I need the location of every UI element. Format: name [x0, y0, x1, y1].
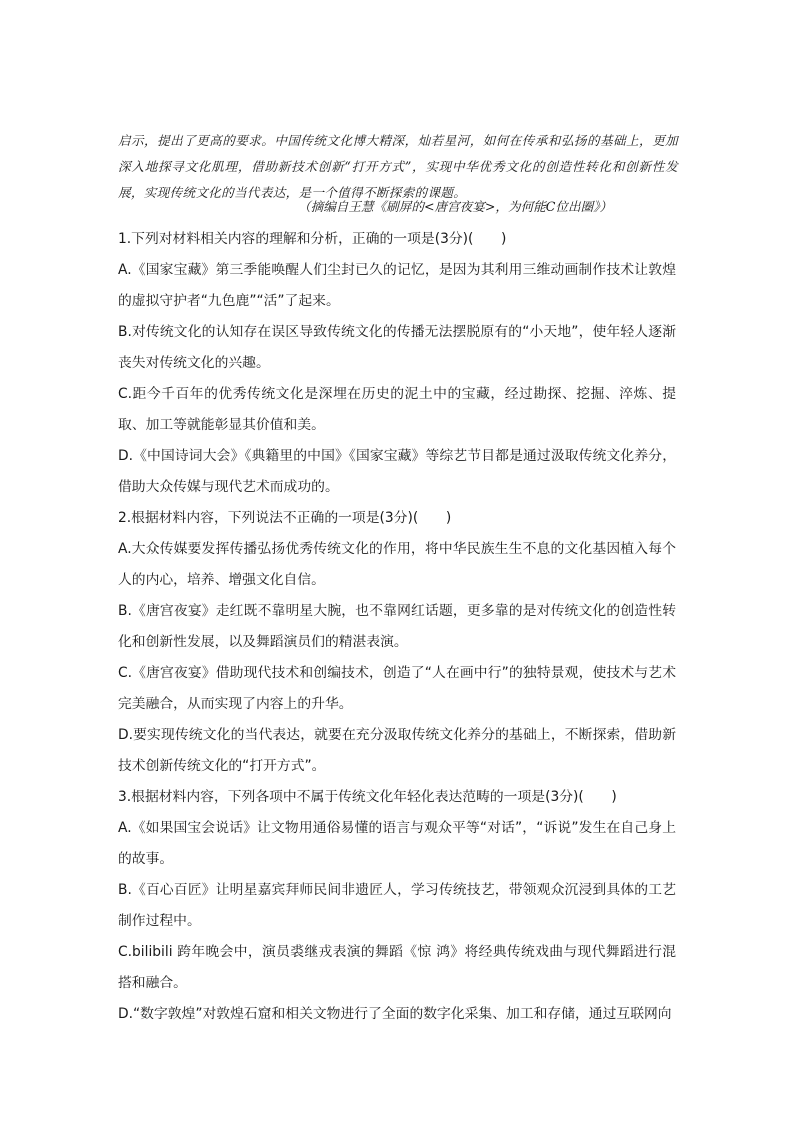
option-d: D.要实现传统文化的当代表达，就要在充分汲取传统文化养分的基础上，不断探索，借助新技术创新传统文化的“打开方式”。 [118, 727, 676, 774]
option-d: D.“数字敦煌”对敦煌石窟和相关文物进行了全面的数字化采集、加工和存储，通过互联网向 [118, 1006, 672, 1022]
question-stem: 3.根据材料内容，下列各项中不属于传统文化年轻化表达范畴的一项是(3分)( ) [118, 789, 617, 805]
option-a: A.大众传媒要发挥传播弘扬优秀传统文化的作用，将中华民族生生不息的文化基因植入每个人的内心，培养、增强文化自信。 [118, 541, 676, 588]
option-a: A.《如果国宝会说话》让文物用通俗易懂的语言与观众平等“对话”，“诉说”发生在自己身上的故事。 [118, 820, 676, 867]
question-list [118, 224, 676, 1030]
option-c: C.《唐宫夜宴》借助现代技术和创编技术，创造了“人在画中行”的独特景观，使技术与艺术完美融合，从而实现了内容上的升华。 [118, 665, 676, 712]
option-a: A.《国家宝藏》第三季能唤醒人们尘封已久的记忆，是因为其利用三维动画制作技术让敦煌的虚拟守护者“九色鹿”“活”了起来。 [118, 262, 676, 309]
option-c: C.距今千百年的优秀传统文化是深埋在历史的泥土中的宝藏，经过勘探、挖掘、淬炼、提取、加工等就能彰显其价值和美。 [118, 386, 676, 433]
question-2 [118, 503, 676, 782]
option-b: B.《唐宫夜宴》走红既不靠明星大腕，也不靠网红话题，更多靠的是对传统文化的创造性转化和创新性发展，以及舞蹈演员们的精湛表演。 [118, 603, 676, 650]
question-stem: 1.下列对材料相关内容的理解和分析，正确的一项是(3分)( ) [118, 231, 507, 247]
passage-source: （摘编自王慧《刷屏的<唐宫夜宴>，为何能C位出圈》） [298, 199, 613, 214]
question-stem: 2.根据材料内容，下列说法不正确的一项是(3分)( ) [118, 510, 452, 526]
question-3 [118, 782, 676, 1030]
option-b: B.《百心百匠》让明星嘉宾拜师民间非遗匠人，学习传统技艺，带领观众沉浸到具体的工艺制作过程中。 [118, 882, 676, 929]
passage-paragraph: 启示，提出了更高的要求。中国传统文化博大精深，灿若星河，如何在传承和弘扬的基础上，更加深入地探寻文化肌理，借助新技术创新“打开方式”，实现中华优秀文化的创造性转化和创新性发展，实现传统文化的当代表达，是一个值得不断探索的课题。 [118, 133, 678, 200]
question-1 [118, 224, 676, 503]
option-d: D.《中国诗词大会》《典籍里的中国》《国家宝藏》等综艺节目都是通过汲取传统文化养分，借助大众传媒与现代艺术而成功的。 [118, 448, 676, 495]
option-b: B.对传统文化的认知存在误区导致传统文化的传播无法摆脱原有的“小天地”，使年轻人逐渐丧失对传统文化的兴趣。 [118, 324, 676, 371]
option-c: C.bilibili 跨年晚会中，演员裘继戎表演的舞蹈《惊 鸿》将经典传统戏曲与现代舞蹈进行混搭和融合。 [118, 944, 676, 991]
